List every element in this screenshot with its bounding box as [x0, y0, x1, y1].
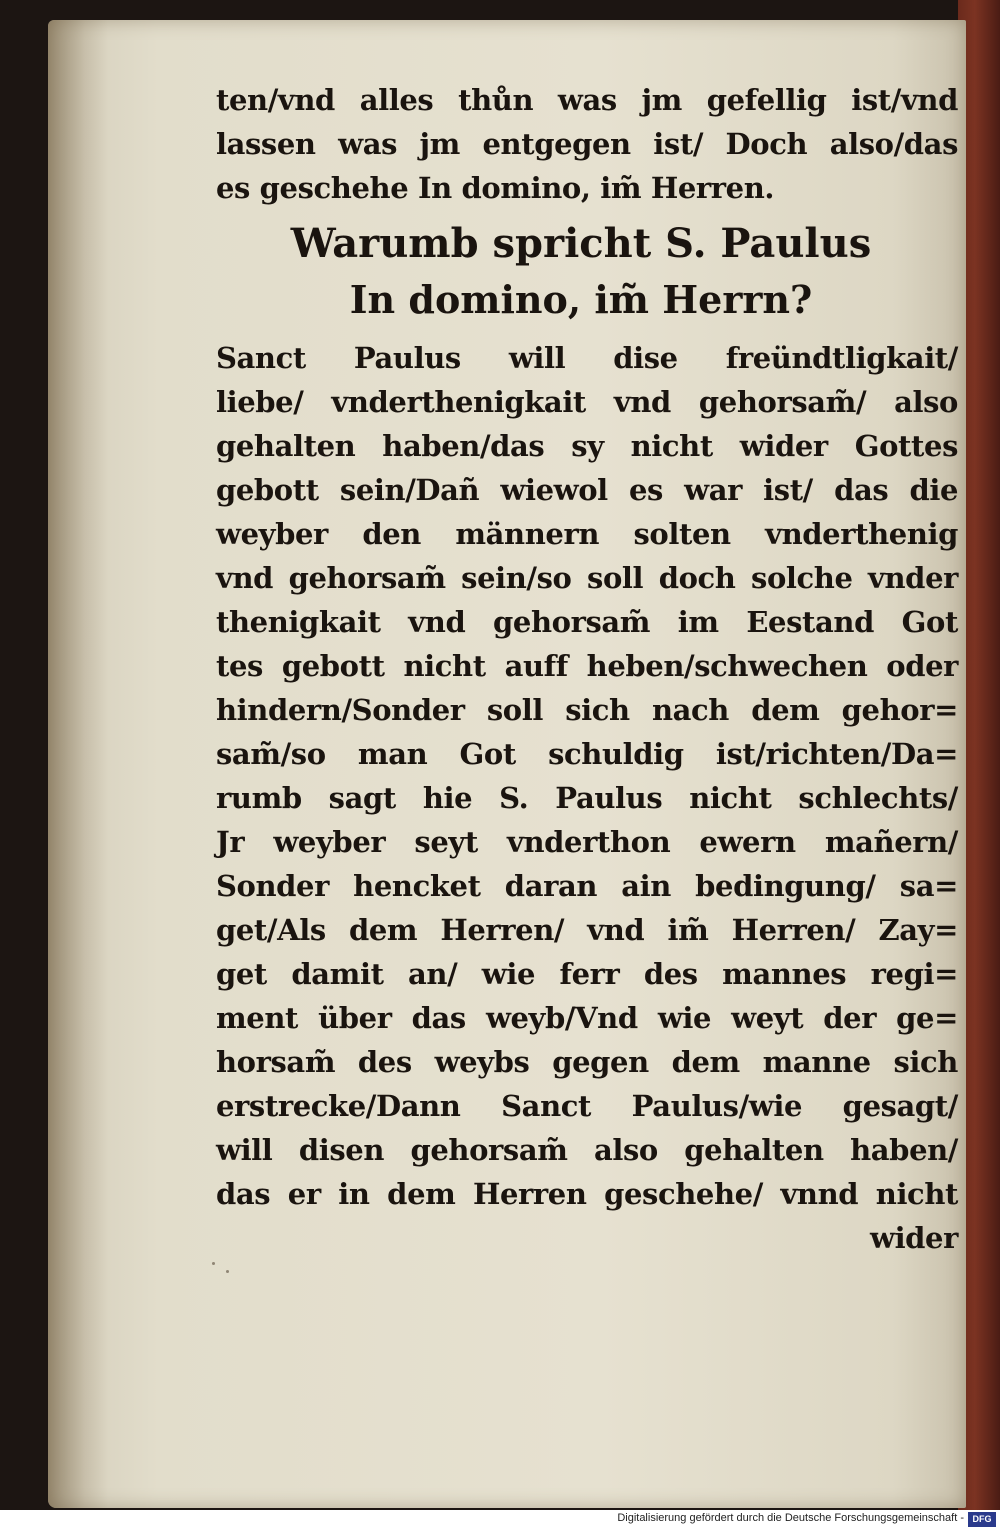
- text-line: das er in dem Herren geschehe/ vnnd nicht: [216, 1177, 958, 1211]
- text-line: gehalten haben/das sy nicht wider Gottes: [216, 429, 958, 463]
- text-line: get/Als dem Herren/ vnd im̃ Herren/ Zay=: [216, 913, 958, 947]
- text-line: liebe/ vnderthenigkait vnd gehorsam̃/ also: [216, 385, 958, 419]
- text-line: tes gebott nicht auff heben/schwechen oder: [216, 649, 958, 683]
- text-line: lassen was jm entgegen ist/ Doch also/das: [216, 127, 958, 161]
- page-text: [216, 78, 958, 1260]
- text-line: weyber den männern solten vnderthenig: [216, 517, 958, 551]
- dfg-logo: DFG: [968, 1512, 996, 1527]
- text-line: erstrecke/Dann Sanct Paulus/wie gesagt/: [216, 1089, 958, 1123]
- funding-credit: Digitalisierung gefördert durch die Deutsche Forschungsgemeinschaft -: [617, 1512, 964, 1524]
- text-line: es geschehe In domino, im̃ Herren.: [216, 171, 775, 205]
- text-line: horsam̃ des weybs gegen dem manne sich: [216, 1045, 958, 1079]
- section-heading: In domino, im̃ Herrn?: [349, 277, 813, 322]
- text-line: ment über das weyb/Vnd wie weyt der ge=: [216, 1001, 958, 1035]
- text-line: Jr weyber seyt vnderthon ewern mañern/: [216, 825, 958, 859]
- text-line: will disen gehorsam̃ also gehalten haben/: [216, 1133, 958, 1167]
- page-speck: [226, 1270, 229, 1273]
- text-line: Sonder hencket daran ain bedingung/ sa=: [216, 869, 958, 903]
- text-line: sam̃/so man Got schuldig ist/richten/Da=: [216, 737, 958, 771]
- text-line: vnd gehorsam̃ sein/so soll doch solche vnder: [216, 561, 958, 595]
- section-heading: Warumb spricht S. Paulus: [290, 220, 872, 267]
- page-speck: [212, 1262, 215, 1265]
- catchword: wider: [870, 1221, 958, 1255]
- text-line: get damit an/ wie ferr des mannes regi=: [216, 957, 958, 991]
- text-line: rumb sagt hie S. Paulus nicht schlechts/: [216, 781, 958, 815]
- text-line: thenigkait vnd gehorsam̃ im Eestand Got: [216, 605, 958, 639]
- page-gutter-shade: [48, 20, 108, 1508]
- text-line: Sanct Paulus will dise freündtligkait/: [216, 341, 958, 375]
- text-line: ten/vnd alles thůn was jm gefellig ist/vnd: [216, 83, 958, 117]
- text-line: hindern/Sonder soll sich nach dem gehor=: [216, 693, 958, 727]
- text-line: gebott sein/Dañ wiewol es war ist/ das die: [216, 473, 958, 507]
